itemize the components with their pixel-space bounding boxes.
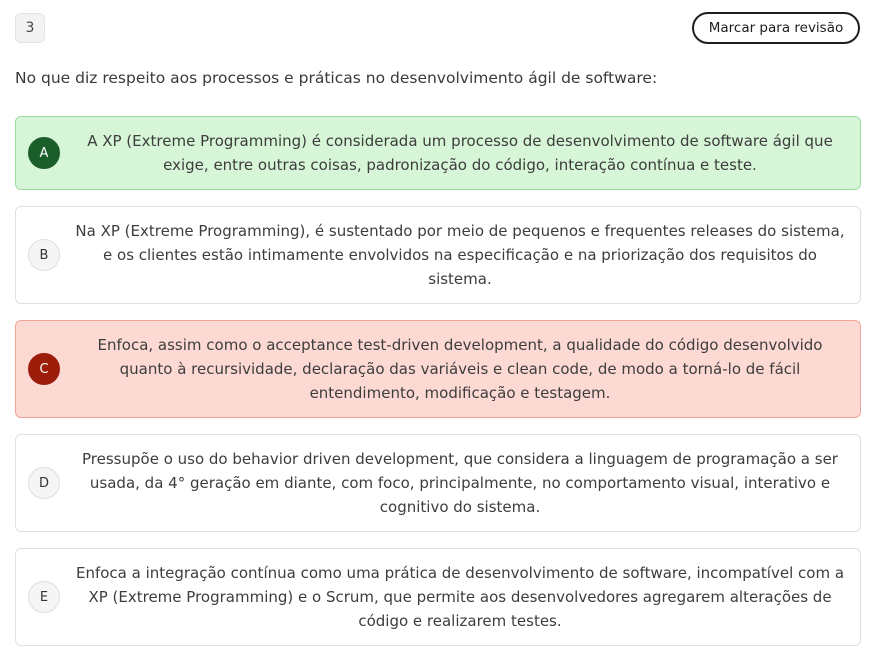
option-text-d: Pressupõe o uso do behavior driven development, que considera a linguagem de programação a ser usada, da 4° geração em diante, com foco, principalmente, no comportamento visual, interativo e cognitivo do sistema.	[82, 450, 838, 516]
answer-option-c[interactable]	[15, 320, 861, 418]
option-letter-e: E	[28, 581, 60, 613]
option-text-e: Enfoca a integração contínua como uma prática de desenvolvimento de software, incompatível com a XP (Extreme Programming) e o Scrum, que permite aos desenvolvedores agregarem alterações de código e realizarem testes.	[75, 564, 845, 630]
option-text-a: A XP (Extreme Programming) é considerada um processo de desenvolvimento de software ágil que exige, entre outras coisas, padronização do código, interação contínua e teste.	[87, 132, 833, 174]
option-letter-d: D	[28, 467, 60, 499]
option-text-b: Na XP (Extreme Programming), é sustentado por meio de pequenos e frequentes releases do sistema, e os clientes estão intimamente envolvidos na especificação e na priorização dos requisitos do sistema.	[75, 222, 845, 288]
option-letter-b: B	[28, 239, 60, 271]
answer-option-e[interactable]	[15, 548, 861, 646]
answer-option-a[interactable]	[15, 116, 861, 190]
answer-option-d[interactable]	[15, 434, 861, 532]
question-number-badge: 3	[15, 13, 45, 43]
question-prompt: No que diz respeito aos processos e práticas no desenvolvimento ágil de software:	[15, 69, 658, 87]
answer-option-b[interactable]	[15, 206, 861, 304]
option-letter-c: C	[28, 353, 60, 385]
option-text-c: Enfoca, assim como o acceptance test-driven development, a qualidade do código desenvolvido quanto à recursividade, declaração das variáveis e clean code, de modo a torná-lo de fácil entendimento, modificação e testagem.	[97, 336, 823, 402]
option-letter-a: A	[28, 137, 60, 169]
mark-for-review-button[interactable]: Marcar para revisão	[692, 12, 860, 44]
